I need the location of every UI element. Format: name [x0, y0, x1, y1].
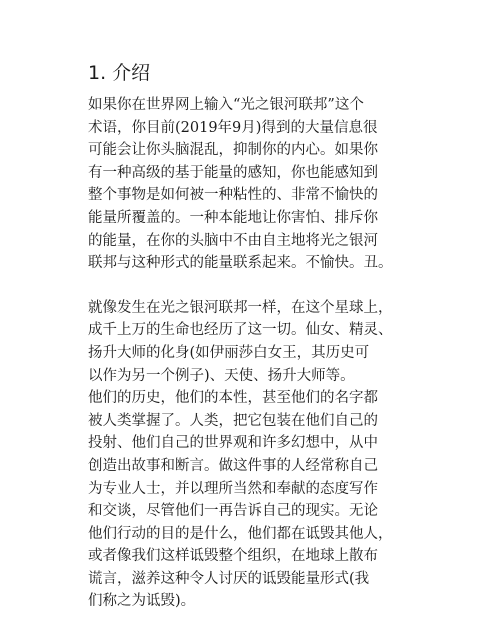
paragraph-2: [88, 297, 438, 613]
text-line: 整个事物是如何被一种粘性的、非常不愉快的: [88, 187, 378, 204]
section-heading: 1. 介绍: [88, 62, 151, 84]
text-line: 或者像我们这样诋毁整个组织，在地球上散布: [88, 548, 378, 565]
text-line: 以作为另一个例子)、天使、扬升大师等。: [88, 367, 355, 384]
text-line: 术语，你目前(2019年9月)得到的大量信息很: [88, 119, 378, 136]
text-line: 联邦与这种形式的能量联系起来。不愉快。丑。: [88, 255, 393, 272]
text-line: 如果你在世界网上输入“光之银河联邦”这个: [88, 97, 364, 113]
text-line: 和交谈，尽管他们一再告诉自己的现实。无论: [88, 503, 378, 520]
text-line: 扬升大师的化身(如伊丽莎白女王，其历史可: [88, 344, 370, 361]
paragraph-gap: [88, 275, 438, 297]
text-line: 投射、他们自己的世界观和许多幻想中，从中: [88, 435, 378, 452]
document-page: [88, 60, 438, 613]
text-line: 就像发生在光之银河联邦一样，在这个星球上，: [88, 299, 393, 316]
text-line: 他们行动的目的是什么，他们都在诋毁其他人，: [88, 525, 393, 542]
text-line: 的能量，在你的头脑中不由自主地将光之银河: [88, 232, 378, 249]
text-line: 们称之为诋毁)。: [88, 593, 196, 610]
text-line: 能量所覆盖的。一种本能地让你害怕、排斥你: [88, 209, 378, 226]
paragraph-1: [88, 94, 438, 275]
text-line: 为专业人士，并以理所当然和奉献的态度写作: [88, 480, 378, 497]
text-line: 创造出故事和断言。做这件事的人经常称自己: [88, 457, 378, 474]
text-line: 被人类掌握了。人类，把它包装在他们自己的: [88, 412, 378, 429]
text-line: 可能会让你头脑混乱，抑制你的内心。如果你: [88, 142, 378, 159]
text-line: 谎言，滋养这种令人讨厌的诋毁能量形式(我: [88, 570, 370, 587]
text-line: 他们的历史，他们的本性，甚至他们的名字都: [88, 390, 378, 407]
text-line: 有一种高级的基于能量的感知，你也能感知到: [88, 164, 378, 181]
text-line: 成千上万的生命也经历了这一切。仙女、精灵、: [88, 322, 393, 339]
